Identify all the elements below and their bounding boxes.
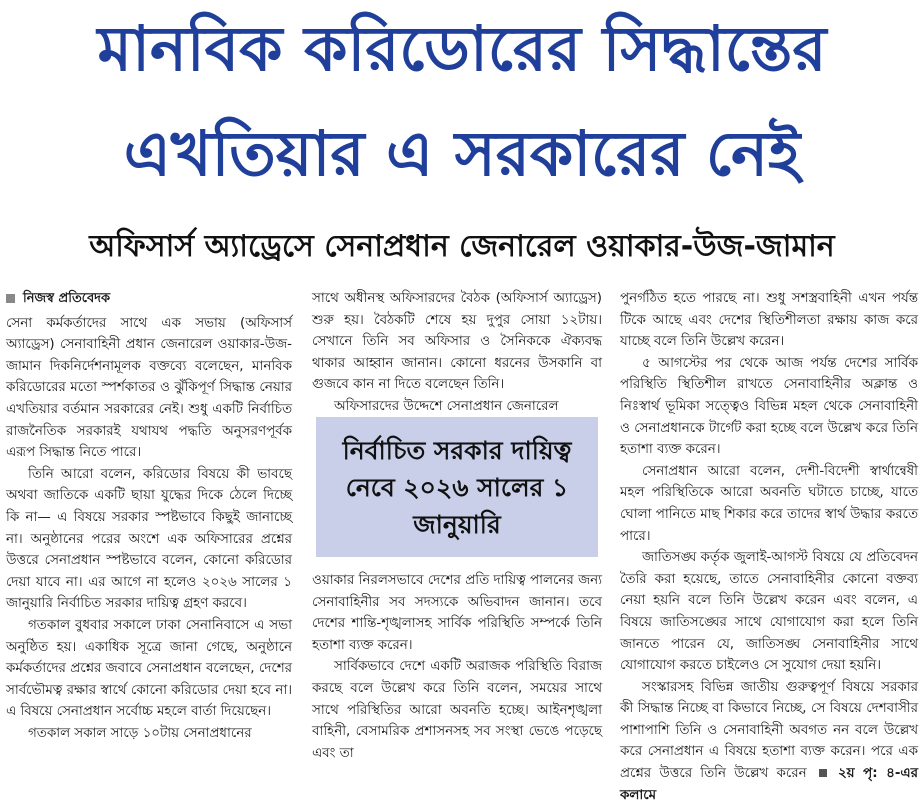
pull-quote <box>316 417 598 557</box>
paragraph: সাথে অধীনস্থ অফিসারদের বৈঠক (অফিসার্স অ্যাড্রেস) শুরু হয়। বৈঠকটি শেষে হয় দুপুর সোয়া ১২টায়। সেখানে তিনি সব অফিসার ও সৈনিককে ঐক্যবদ্ধ থাকার আহ্বান জানান। কোনো ধরনের উসকানি বা গুজবে কান না দিতে বলেছেন তিনি। <box>312 291 602 393</box>
column-1 <box>6 288 292 744</box>
byline <box>6 288 292 310</box>
byline-text: নিজস্ব প্রতিবেদক <box>23 291 111 306</box>
column-2-top <box>312 288 602 418</box>
paragraph: অফিসারদের উদ্দেশে সেনাপ্রধান জেনারেল <box>334 398 559 414</box>
paragraph: সেনাপ্রধান আরো বলেন, দেশী-বিদেশী স্বার্থান্বেষী মহল পরিস্থিতিকে আরো অবনতি ঘটাতে চাচ্ছে, যাতে ঘোলা পানিতে মাছ শিকার করে তাদের স্বার্থ উদ্ধার করতে পারে। <box>620 463 918 544</box>
paragraph: সেনা কর্মকর্তাদের সাথে এক সভায় (অফিসার্স অ্যাড্রেস) সেনাবাহিনী প্রধান জেনারেল ওয়াকার-উজ-জামান দিকনির্দেশনামূলক বক্তব্যে বলেছেন, মানবিক করিডোরের মতো স্পর্শকাতর ও ঝুঁকিপূর্ণ সিদ্ধান্ত নেয়ার এখতিয়ার বর্তমান সরকারের নেই। শুধু একটি নির্বাচিত রাজনৈতিক সরকারই যথাযথ পদ্ধতি অনুসরণপূর্বক এরূপ সিদ্ধান্ত নিতে পারে। <box>6 315 292 461</box>
paragraph-last <box>620 677 918 806</box>
subheadline: অফিসার্স অ্যাড্রেসে সেনাপ্রধান জেনারেল ওয়াকার-উজ-জামান <box>89 229 835 264</box>
byline-bullet-icon <box>6 294 15 303</box>
paragraph: গতকাল সকাল সাড়ে ১০টায় সেনাপ্রধানের <box>28 725 252 741</box>
headline-line-2: এখতিয়ার এ সরকারের নেই <box>123 117 801 190</box>
paragraph: জাতিসঙ্ঘ কর্তৃক জুলাই-আগস্ট বিষয়ে যে প্রতিবেদন তৈরি করা হয়েছে, তাতে সেনাবাহিনীর কোনো বক্তব্য নেয়া হয়নি বলে তিনি উল্লেখ করেন এবং বলেন, এ বিষয়ে জাতিসঙ্ঘের সাথে যোগাযোগ করা হলে তিনি জানতে পারেন যে, জাতিসঙ্ঘ সেনাবাহিনীর সাথে যোগাযোগ করতে চাইলেও সে সুযোগ দেয়া হয়নি। <box>620 550 918 674</box>
paragraph: গতকাল বুধবার সকালে ঢাকা সেনানিবাসে এ সভা অনুষ্ঠিত হয়। একাধিক সূত্রে জানা গেছে, অনুষ্ঠানে কর্মকর্তাদের প্রশ্নের জবাবে সেনাপ্রধান বলেছেন, দেশের সার্বভৌমত্ব রক্ষার স্বার্থে কোনো করিডোর দেয়া হবে না। এ বিষয়ে সেনাপ্রধান সর্বোচ্চ মহলে বার্তা দিয়েছেন। <box>6 617 292 720</box>
paragraph-text: সংস্কারসহ বিভিন্ন জাতীয় গুরুত্বপূর্ণ বিষয়ে সরকার কী সিদ্ধান্ত নিচ্ছে বা কিভাবে নিচ্ছে, সে বিষয়ে দেশবাসীর পাশাপাশি তিনি ও সেনাবাহিনী অবগত নন বলে উল্লেখ করে সেনাপ্রধান এ বিষয়ে হতাশা ব্যক্ত করেন। পরে এক প্রশ্নের উত্তরে তিনি উল্লেখ করেন <box>620 679 918 782</box>
continuation-link[interactable]: ২য় পৃ: ৪-এর কলামে <box>620 766 918 803</box>
column-2-bottom <box>312 570 602 764</box>
column-3 <box>620 288 918 806</box>
headline-line-1: মানবিক করিডোরের সিদ্ধান্তের <box>97 12 827 85</box>
continuation-square-icon <box>819 769 827 777</box>
paragraph: ৫ আগস্টের পর থেকে আজ পর্যন্ত দেশের সার্বিক পরিস্থিতি স্থিতিশীল রাখতে সেনাবাহিনীর অক্লান্ত ও নিঃস্বার্থ ভূমিকা সত্ত্বেও বিভিন্ন মহল থেকে সেনাবাহিনী ও সেনাপ্রধানকে টার্গেট করা হচ্ছে বলে উল্লেখ করে তিনি হতাশা ব্যক্ত করেন। <box>620 355 918 458</box>
paragraph: ওয়াকার নিরলসভাবে দেশের প্রতি দায়িত্ব পালনের জন্য সেনাবাহিনীর সব সদস্যকে অভিবাদন জানান। তবে দেশের শান্তি-শৃঙ্খলাসহ সার্বিক পরিস্থিতি সম্পর্কে তিনি হতাশা ব্যক্ত করেন। <box>312 573 602 653</box>
paragraph: পুনর্গঠিত হতে পারছে না। শুধু সশস্ত্রবাহিনী এখন পর্যন্ত টিকে আছে এবং দেশের স্থিতিশীলতা রক্ষায় কাজ করে যাচ্ছে বলে তিনি উল্লেখ করেন। <box>620 291 918 350</box>
paragraph: সার্বিকভাবে দেশে একটি অরাজক পরিস্থিতি বিরাজ করছে বলে উল্লেখ করে তিনি বলেন, সময়ের সাথে সাথে পরিস্থিতির আরো অবনতি হচ্ছে। আইনশৃঙ্খলা বাহিনী, বেসামরিক প্রশাসনসহ সব সংস্থা ভেঙে পড়েছে এবং তা <box>312 659 602 761</box>
paragraph: তিনি আরো বলেন, করিডোর বিষয়ে কী ভাবছে অথবা জাতিকে একটি ছায়া যুদ্ধের দিকে ঠেলে দিচ্ছে কি না— এ বিষয়ে সরকার স্পষ্টভাবে কিছুই জানাচ্ছে না। অনুষ্ঠানের পরের অংশে এক অফিসারের প্রশ্নের উত্তরে সেনাপ্রধান স্পষ্টভাবে বলেন, কোনো করিডোর দেয়া যাবে না। এর আগে না হলেও ২০২৬ সালের ১ জানুয়ারি নির্বাচিত সরকার দায়িত্ব গ্রহণ করবে। <box>6 466 292 612</box>
pull-quote-text: নির্বাচিত সরকার দায়িত্ব নেবে ২০২৬ সালের ১ জানুয়ারি <box>342 435 572 539</box>
